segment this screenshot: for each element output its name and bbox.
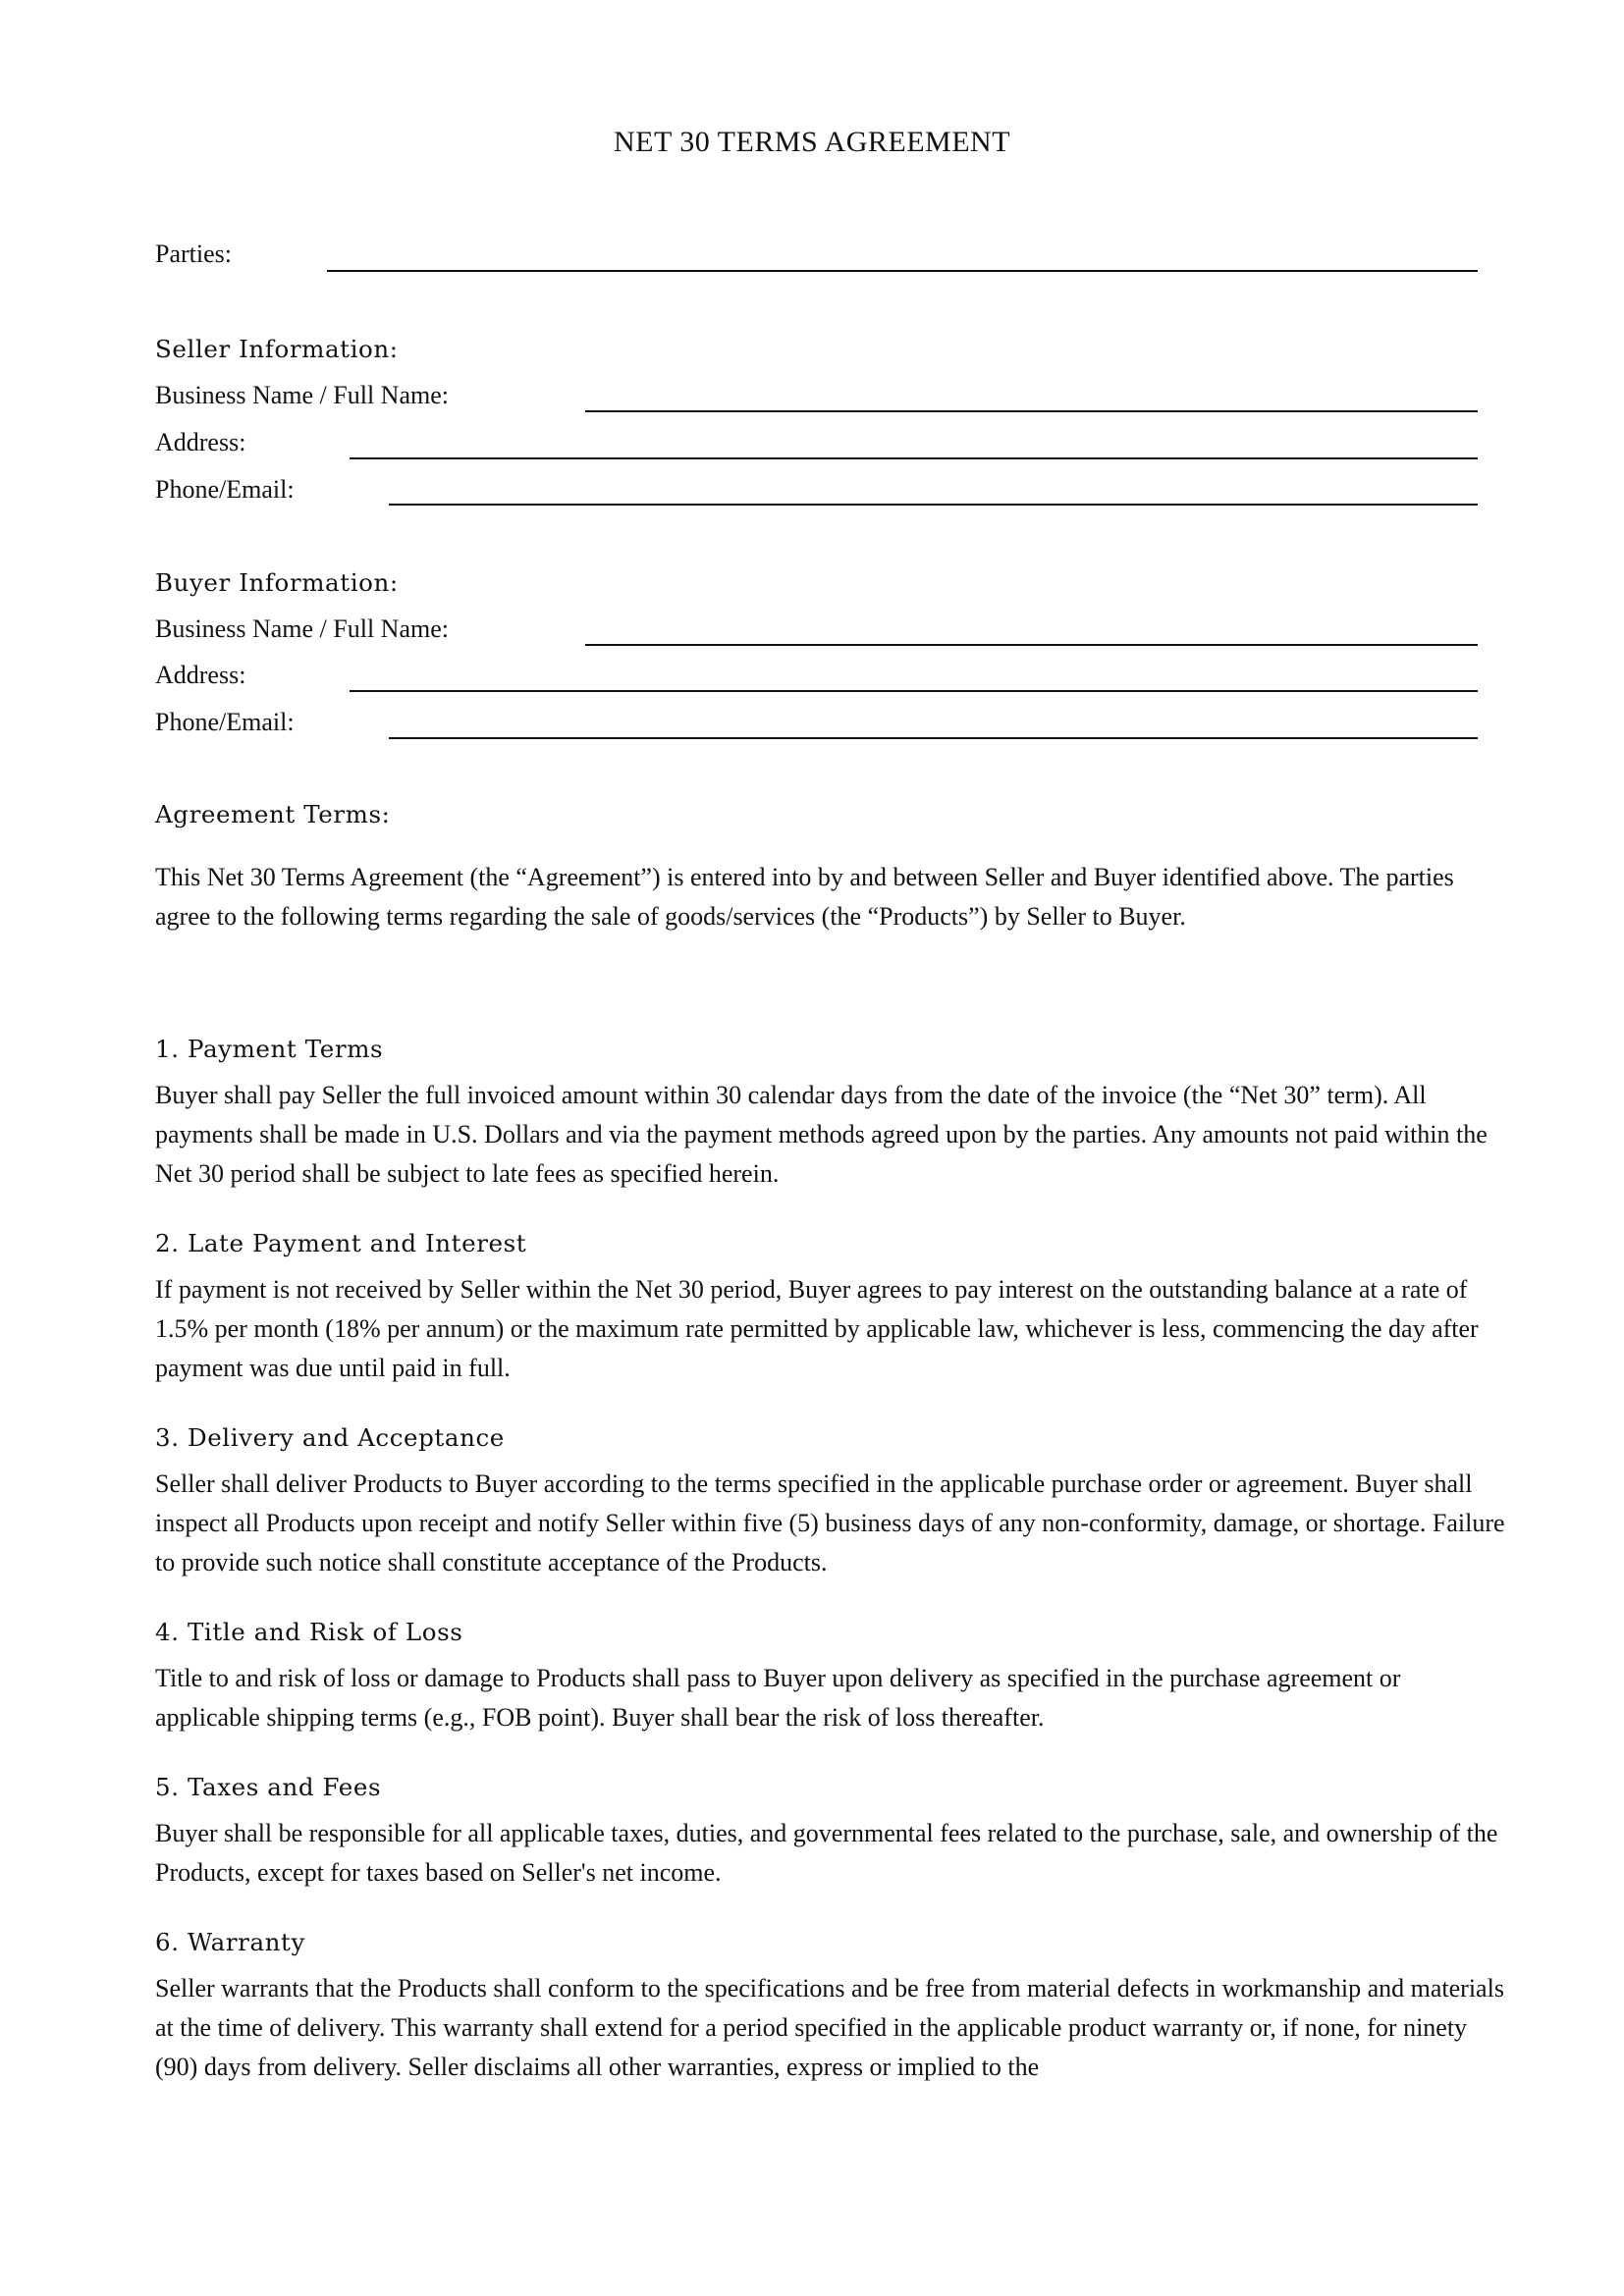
seller-contact-label: Phone/Email:	[155, 475, 295, 504]
seller-address-field[interactable]	[350, 457, 1478, 459]
seller-name-label: Business Name / Full Name:	[155, 381, 449, 409]
seller-contact-field[interactable]	[389, 504, 1478, 506]
section-3-heading: 3. Delivery and Acceptance	[155, 1423, 505, 1452]
section-5-heading: 5. Taxes and Fees	[155, 1773, 382, 1801]
section-2-heading: 2. Late Payment and Interest	[155, 1229, 527, 1257]
buyer-information-heading: Buyer Information:	[155, 568, 399, 597]
buyer-contact-label: Phone/Email:	[155, 708, 295, 736]
seller-name-field[interactable]	[585, 410, 1478, 412]
section-6-heading: 6. Warranty	[155, 1928, 305, 1956]
buyer-address-label: Address:	[155, 661, 246, 689]
section-1-paragraph: Buyer shall pay Seller the full invoiced amount within 30 calendar days from the date of the invoice (the “Net 30” term). All payments shall be made in U.S. Dollars and via the payment methods agreed upon by the parties. Any amounts not paid within the Net 30 period shall be subject to late fees as specified herein.	[155, 1081, 1488, 1188]
buyer-name-label: Business Name / Full Name:	[155, 614, 449, 643]
parties-field[interactable]	[327, 270, 1478, 272]
parties-label: Parties:	[155, 240, 232, 268]
agreement-terms-heading: Agreement Terms:	[155, 800, 391, 828]
section-2-paragraph: If payment is not received by Seller within the Net 30 period, Buyer agrees to pay interest on the outstanding balance at a rate of 1.5% per month (18% per annum) or the maximum rate permitted by applicable law, whichever is less, commencing the day after payment was due until paid in full.	[155, 1275, 1479, 1382]
seller-information-heading: Seller Information:	[155, 335, 399, 363]
section-4-paragraph: Title to and risk of loss or damage to Products shall pass to Buyer upon delivery as specified in the purchase agreement or applicable shipping terms (e.g., FOB point). Buyer shall bear the risk of loss thereafter.	[155, 1664, 1401, 1732]
section-5-paragraph: Buyer shall be responsible for all applicable taxes, duties, and governmental fees related to the purchase, sale, and ownership of the Products, except for taxes based on Seller's net income.	[155, 1819, 1498, 1887]
agreement-intro-paragraph: This Net 30 Terms Agreement (the “Agreement”) is entered into by and between Seller and Buyer identified above. The parties agree to the following terms regarding the sale of goods/services (the “Products”) by Seller to Buyer.	[155, 863, 1454, 931]
buyer-name-field[interactable]	[585, 644, 1478, 646]
document-title: NET 30 TERMS AGREEMENT	[613, 126, 1011, 158]
buyer-address-field[interactable]	[350, 690, 1478, 692]
seller-address-label: Address:	[155, 428, 246, 456]
buyer-contact-field[interactable]	[389, 737, 1478, 739]
section-4-heading: 4. Title and Risk of Loss	[155, 1618, 463, 1646]
section-1-heading: 1. Payment Terms	[155, 1035, 384, 1063]
section-3-paragraph: Seller shall deliver Products to Buyer according to the terms specified in the applicable purchase order or agreement. Buyer shall inspect all Products upon receipt and notify Seller within five (5) business days of any non-conformity, damage, or shortage. Failure to provide such notice shall constitute acceptance of the Products.	[155, 1469, 1505, 1576]
section-6-paragraph: Seller warrants that the Products shall conform to the specifications and be free from material defects in workmanship and materials at the time of delivery. This warranty shall extend for a period specified in the applicable product warranty or, if none, for ninety (90) days from delivery. Seller disclaims all other warranties, express or implied to the	[155, 1974, 1504, 2081]
